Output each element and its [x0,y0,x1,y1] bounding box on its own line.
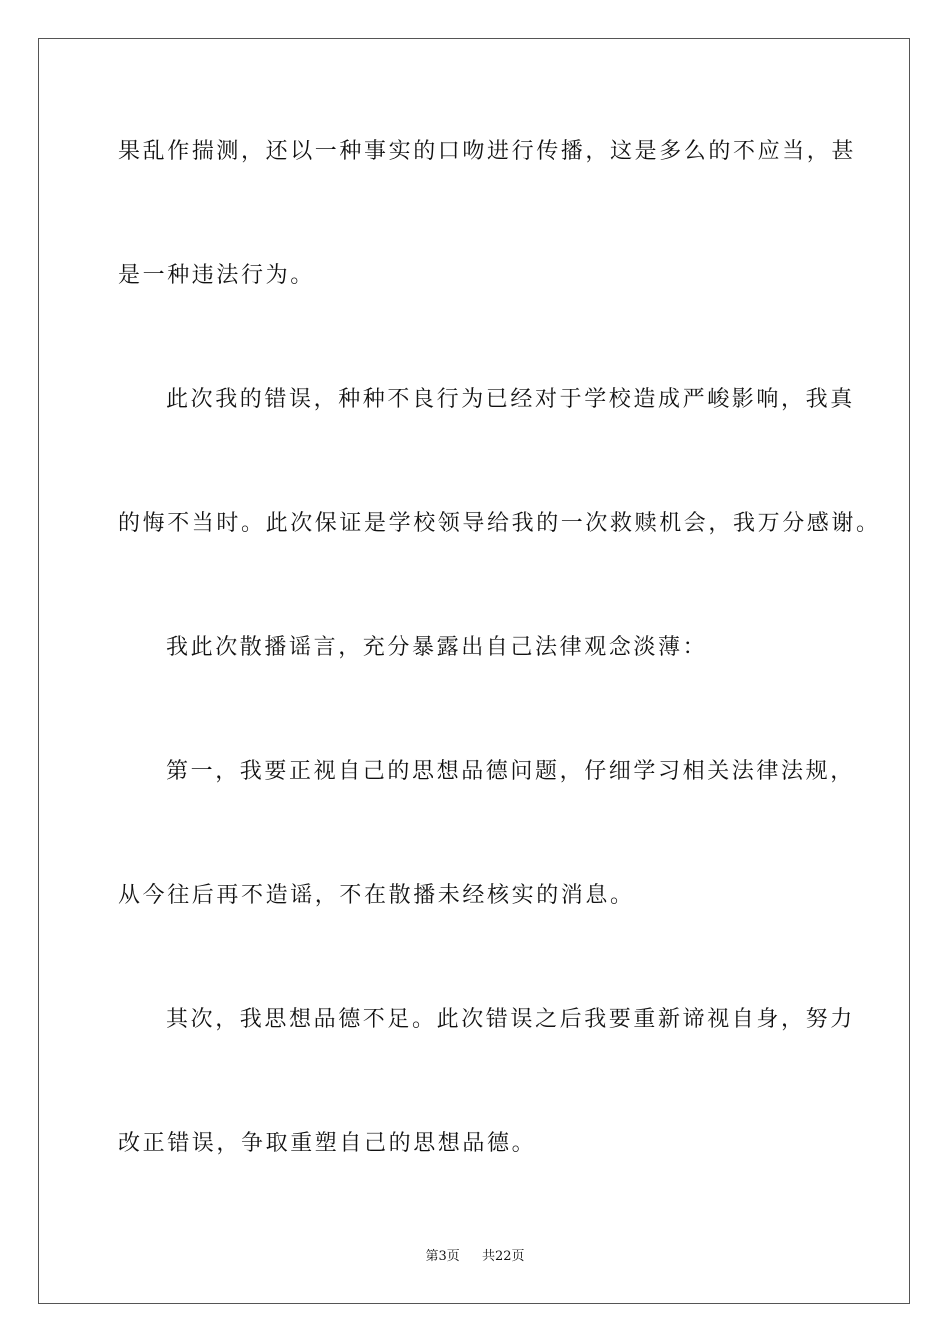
text-line-6: 第一，我要正视自己的思想品德问题，仔细学习相关法律法规， [166,759,855,784]
text-line-2: 是一种违法行为。 [118,263,315,288]
text-line-5: 我此次散播谣言，充分暴露出自己法律观念淡薄： [166,635,708,660]
page-frame [38,38,910,1304]
text-line-8: 其次，我思想品德不足。此次错误之后我要重新谛视自身，努力 [166,1007,855,1032]
text-line-3: 此次我的错误，种种不良行为已经对于学校造成严峻影响，我真 [166,387,855,412]
page-footer [0,1248,950,1266]
page-number: 第3页 [425,1249,460,1264]
page-total: 共22页 [482,1249,525,1264]
text-line-9: 改正错误，争取重塑自己的思想品德。 [118,1131,537,1156]
text-line-4: 的悔不当时。此次保证是学校领导给我的一次救赎机会，我万分感谢。 [118,511,881,536]
text-line-7: 从今往后再不造谣，不在散播未经核实的消息。 [118,883,635,908]
text-line-1: 果乱作揣测，还以一种事实的口吻进行传播，这是多么的不应当，甚 [118,139,857,164]
